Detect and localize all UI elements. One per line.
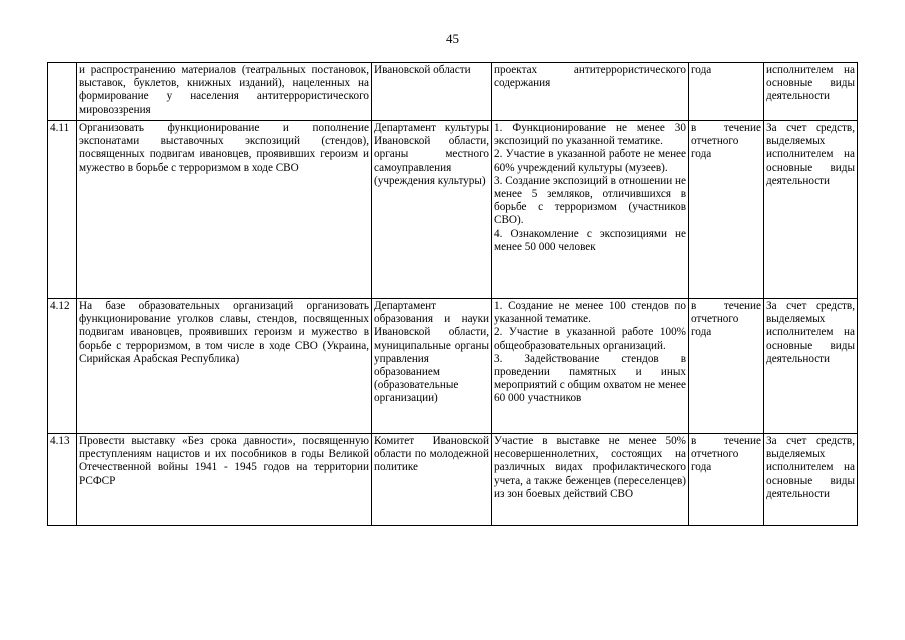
action-plan-table (47, 62, 858, 526)
table-row (48, 63, 858, 121)
result-cell: Участие в выставке не менее 50% несовершеннолетних, состоящих на различных видах профилактического учета, а также беженцев (переселенцев) из зон боевых действий СВО (492, 434, 689, 526)
result-cell (492, 299, 689, 434)
activity-cell: Организовать функционирование и пополнение экспонатами выставочных экспозиций (стендов), посвященных подвигам ивановцев, проявивших героизм и мужество в борьбе с терроризмом в ходе СВО (77, 121, 372, 299)
funding-cell: За счет средств, выделяемых исполнителем на основные виды деятельности (764, 299, 858, 434)
activity-cell: На базе образовательных организаций организовать функционирование уголков славы, стендов, посвященных подвигам ивановцев, проявивших героизм и мужество в борьбе с терроризмом, в том числе в ходе СВО (Украина, Сирийская Арабская Республика) (77, 299, 372, 434)
item-number: 4.11 (48, 121, 77, 299)
table-row (48, 299, 858, 434)
period-cell: в течение отчетного года (689, 434, 764, 526)
item-number: 4.12 (48, 299, 77, 434)
result-cell: проектах антитеррористического содержания (492, 63, 689, 121)
funding-cell: За счет средств, выделяемых исполнителем на основные виды деятельности (764, 121, 858, 299)
period-cell: года (689, 63, 764, 121)
page-number: 45 (446, 31, 459, 46)
item-number: 4.13 (48, 434, 77, 526)
result-item: 2. Участие в указанной работе не менее 60% учреждений культуры (музеев). (494, 148, 686, 174)
result-item: 2. Участие в указанной работе 100% общеобразовательных организаций. (494, 326, 686, 352)
period-cell: в течение отчетного года (689, 299, 764, 434)
executor-cell: Комитет Ивановской области по молодежной политике (372, 434, 492, 526)
result-item: 1. Создание не менее 100 стендов по указанной тематике. (494, 300, 686, 326)
result-item: 4. Ознакомление с экспозициями не менее 50 000 человек (494, 227, 686, 253)
executor-cell: Департамент культуры Ивановской области, органы местного самоуправления (учреждения культуры) (372, 121, 492, 299)
result-item: 1. Функционирование не менее 30 экспозиций по указанной тематике. (494, 122, 686, 148)
funding-cell: За счет средств, выделяемых исполнителем на основные виды деятельности (764, 434, 858, 526)
activity-cell: и распространению материалов (театральных постановок, выставок, буклетов, книжных изданий), нацеленных на формирование у населения антитеррористического мировоззрения (77, 63, 372, 121)
result-item: 3. Задействование стендов в проведении памятных и иных мероприятий с общим охватом не менее 60 000 участников (494, 352, 686, 405)
table-row (48, 121, 858, 299)
executor-cell: Департамент образования и науки Ивановской области, муниципальные органы управления образованием (образовательные организации) (372, 299, 492, 434)
item-number (48, 63, 77, 121)
period-cell: в течение отчетного года (689, 121, 764, 299)
activity-cell: Провести выставку «Без срока давности», посвященную преступлениям нацистов и их пособников в годы Великой Отечественной войны 1941 - 1945 годов на территории РСФСР (77, 434, 372, 526)
table-row (48, 434, 858, 526)
executor-cell: Ивановской области (372, 63, 492, 121)
funding-cell: исполнителем на основные виды деятельности (764, 63, 858, 121)
result-cell (492, 121, 689, 299)
result-item: 3. Создание экспозиций в отношении не менее 5 земляков, отличившихся в борьбе с терроризмом (участников СВО). (494, 174, 686, 227)
